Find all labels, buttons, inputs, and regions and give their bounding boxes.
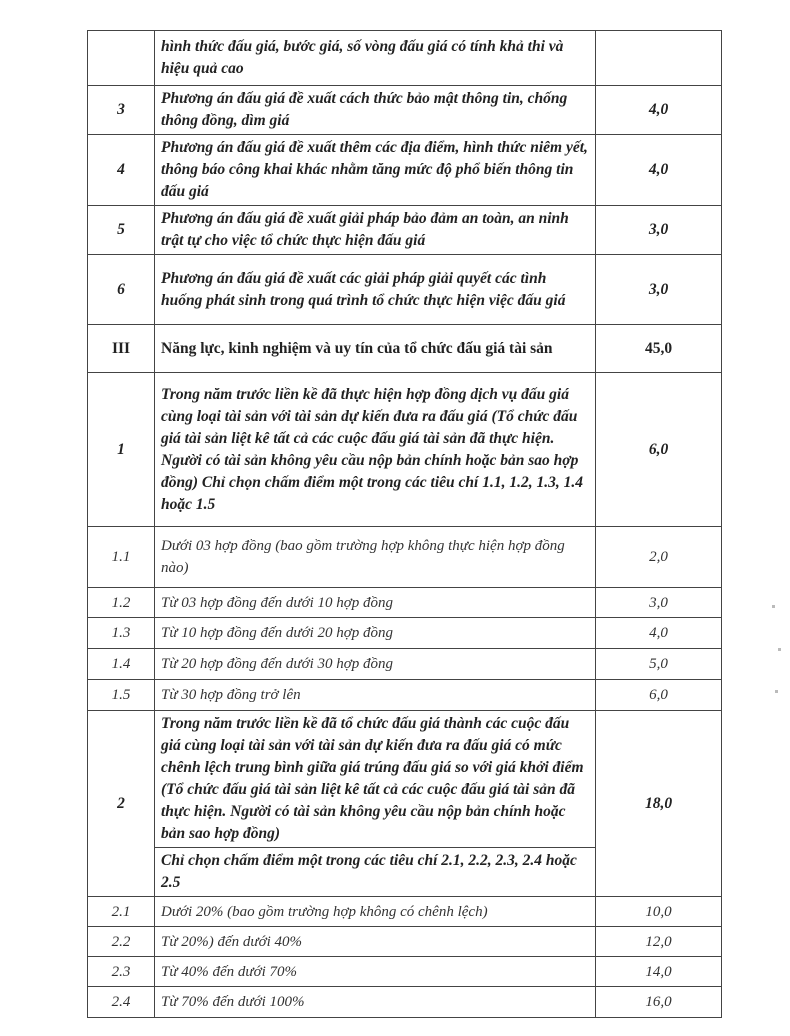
- row-criterion: Phương án đấu giá đề xuất giải pháp bảo đảm an toàn, an ninh trật tự cho việc tổ chức thực hiện đấu giá: [155, 206, 596, 255]
- table-row: [88, 135, 722, 206]
- row-score: 6,0: [596, 680, 722, 711]
- row-criterion: [155, 711, 596, 897]
- row-criterion: Phương án đấu giá đề xuất thêm các địa điểm, hình thức niêm yết, thông báo công khai khác nhằm tăng mức độ phổ biến thông tin đấu giá: [155, 135, 596, 206]
- table-row: [88, 649, 722, 680]
- row-criterion: Dưới 03 hợp đồng (bao gồm trường hợp không thực hiện hợp đồng nào): [155, 527, 596, 588]
- row-criterion: Phương án đấu giá đề xuất các giải pháp giải quyết các tình huống phát sinh trong quá trình tổ chức thực hiện việc đấu giá: [155, 255, 596, 325]
- table-row: [88, 927, 722, 957]
- row-criterion: Trong năm trước liền kề đã thực hiện hợp đồng dịch vụ đấu giá cùng loại tài sản với tài sản dự kiến đưa ra đấu giá (Tổ chức đấu giá tài sản liệt kê tất cả các cuộc đấu giá tài sản đã thực hiện. Người có tài sản không yêu cầu nộp bản chính hoặc bản sao hợp đồng) Chỉ chọn chấm điểm một trong các tiêu chí 1.1, 1.2, 1.3, 1.4 hoặc 1.5: [155, 373, 596, 527]
- row-criterion: Từ 20 hợp đồng đến dưới 30 hợp đồng: [155, 649, 596, 680]
- row-score: 2,0: [596, 527, 722, 588]
- criteria-table: [87, 30, 722, 1018]
- row-score: 4,0: [596, 618, 722, 649]
- table-row: [88, 31, 722, 86]
- scan-speck: [775, 690, 778, 693]
- row-score: 3,0: [596, 588, 722, 618]
- row-criterion: Từ 03 hợp đồng đến dưới 10 hợp đồng: [155, 588, 596, 618]
- table-row: [88, 987, 722, 1018]
- row-number: 5: [88, 206, 155, 255]
- table-row: [88, 618, 722, 649]
- row-score: 45,0: [596, 325, 722, 373]
- row-criterion: Từ 10 hợp đồng đến dưới 20 hợp đồng: [155, 618, 596, 649]
- row-score: 3,0: [596, 206, 722, 255]
- table-row: [88, 680, 722, 711]
- row-score: 6,0: [596, 373, 722, 527]
- table-row: [88, 588, 722, 618]
- row-score: 14,0: [596, 957, 722, 987]
- table-row: [88, 86, 722, 135]
- row-number: 2.3: [88, 957, 155, 987]
- row-number: 1.4: [88, 649, 155, 680]
- row-number: 2.4: [88, 987, 155, 1018]
- row-number: 1.2: [88, 588, 155, 618]
- row-criterion: Năng lực, kinh nghiệm và uy tín của tổ chức đấu giá tài sản: [155, 325, 596, 373]
- row-number: 1.1: [88, 527, 155, 588]
- row-score: 4,0: [596, 86, 722, 135]
- table-row: [88, 373, 722, 527]
- row-score: 5,0: [596, 649, 722, 680]
- row-number: [88, 31, 155, 86]
- row-number: 2.1: [88, 897, 155, 927]
- row-criterion: Từ 30 hợp đồng trở lên: [155, 680, 596, 711]
- table-row: [88, 255, 722, 325]
- row-number: 1.5: [88, 680, 155, 711]
- table-row: [88, 897, 722, 927]
- row-criterion: Phương án đấu giá đề xuất cách thức bảo mật thông tin, chống thông đồng, dìm giá: [155, 86, 596, 135]
- row-criterion: Dưới 20% (bao gồm trường hợp không có chênh lệch): [155, 897, 596, 927]
- table-row: [88, 957, 722, 987]
- row-score: 16,0: [596, 987, 722, 1018]
- row-score: 18,0: [596, 711, 722, 897]
- row-criterion-main: Trong năm trước liền kề đã tổ chức đấu giá thành các cuộc đấu giá cùng loại tài sản với tài sản dự kiến đưa ra đấu giá có mức chênh lệch trung bình giữa giá trúng đấu giá so với giá khởi điểm (Tổ chức đấu giá tài sản liệt kê tất cả các cuộc đấu giá tài sản đã thực hiện. Người có tài sản không yêu cầu nộp bản chính hoặc bản sao hợp đồng): [161, 715, 584, 842]
- row-number: III: [88, 325, 155, 373]
- row-criterion: Từ 40% đến dưới 70%: [155, 957, 596, 987]
- row-number: 2: [88, 711, 155, 897]
- row-criterion: hình thức đấu giá, bước giá, số vòng đấu giá có tính khả thi và hiệu quả cao: [155, 31, 596, 86]
- row-number: 4: [88, 135, 155, 206]
- table-row: [88, 325, 722, 373]
- row-number: 2.2: [88, 927, 155, 957]
- scan-speck: [778, 648, 781, 651]
- row-score: 12,0: [596, 927, 722, 957]
- table-row: [88, 206, 722, 255]
- row-number: 6: [88, 255, 155, 325]
- row-criterion: Từ 20%) đến dưới 40%: [155, 927, 596, 957]
- row-score: 4,0: [596, 135, 722, 206]
- row-criterion: Từ 70% đến dưới 100%: [155, 987, 596, 1018]
- row-criterion-note: Chỉ chọn chấm điểm một trong các tiêu chí 2.1, 2.2, 2.3, 2.4 hoặc 2.5: [155, 847, 595, 896]
- table-row: [88, 527, 722, 588]
- table-row: [88, 711, 722, 897]
- row-number: 3: [88, 86, 155, 135]
- row-number: 1: [88, 373, 155, 527]
- row-score: [596, 31, 722, 86]
- scan-speck: [772, 605, 775, 608]
- row-score: 10,0: [596, 897, 722, 927]
- row-score: 3,0: [596, 255, 722, 325]
- row-number: 1.3: [88, 618, 155, 649]
